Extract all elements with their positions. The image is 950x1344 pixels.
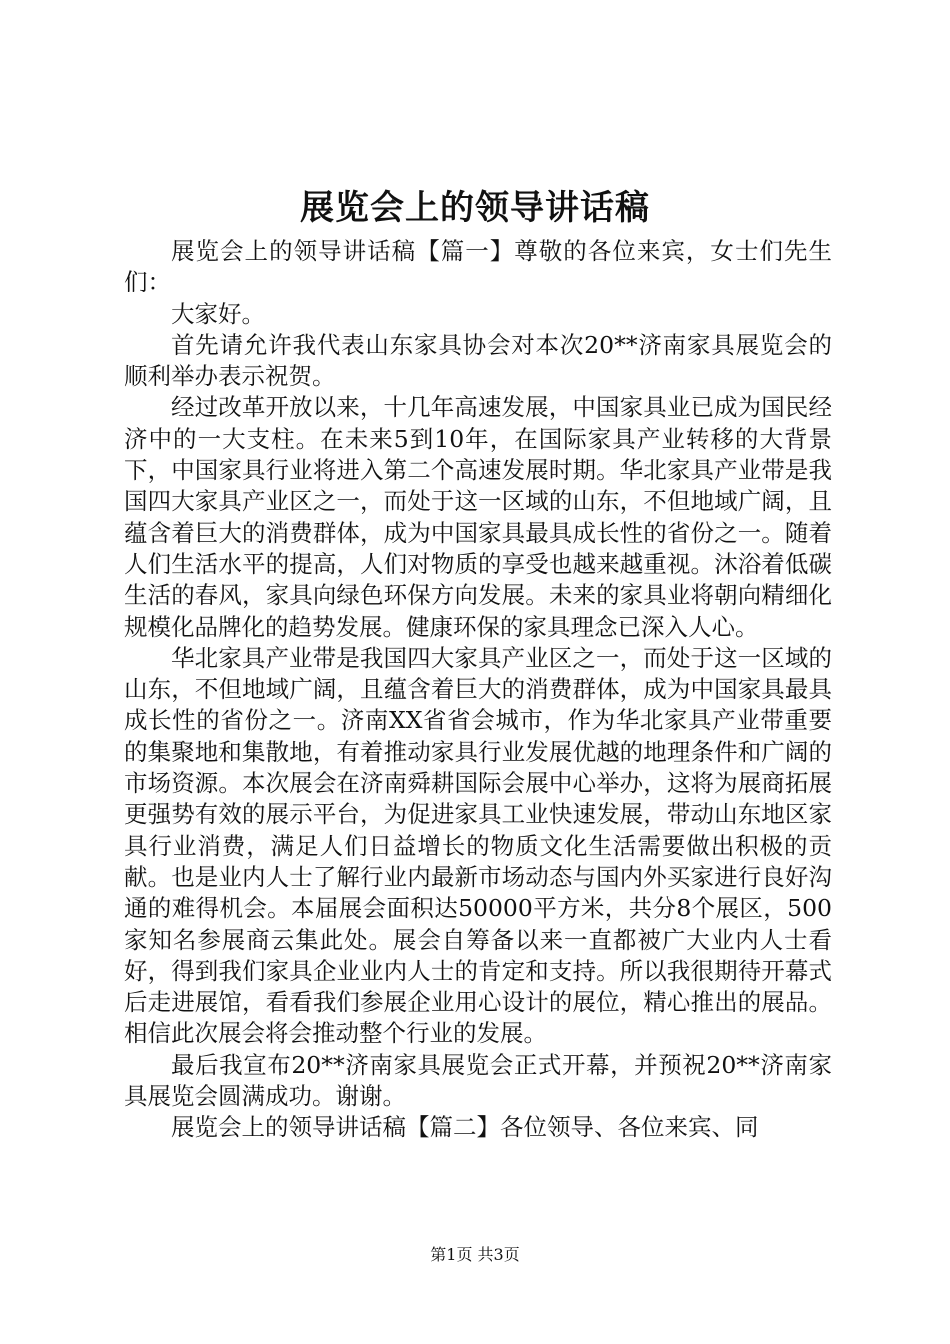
- paragraph: 展览会上的领导讲话稿【篇二】各位领导、各位来宾、同: [171, 1113, 759, 1142]
- document-body: [124, 236, 832, 1144]
- paragraph: 经过改革开放以来，十几年高速发展，中国家具业已成为国民经济中的一大支柱。在未来5到10年，在国际家具产业转移的大背景下，中国家具行业将进入第二个高速发展时期。华北家具产业带是我国四大家具产业区之一，而处于这一区域的山东，不但地域广阔，且蕴含着巨大的消费群体，成为中国家具最具成长性的省份之一。随着人们生活水平的提高，人们对物质的享受也越来越重视。沐浴着低碳生活的春风，家具向绿色环保方向发展。未来的家具业将朝向精细化规模化品牌化的趋势发展。健康环保的家具理念已深入人心。: [124, 393, 832, 641]
- paragraph: 大家好。: [171, 299, 265, 328]
- paragraph: 华北家具产业带是我国四大家具产业区之一，而处于这一区域的山东，不但地域广阔，且蕴含着巨大的消费群体，成为中国家具最具成长性的省份之一。济南XX省省会城市，作为华北家具产业带重要的集聚地和集散地，有着推动家具行业发展优越的地理条件和广阔的市场资源。本次展会在济南舜耕国际会展中心举办，这将为展商拓展更强势有效的展示平台，为促进家具工业快速发展，带动山东地区家具行业消费，满足人们日益增长的物质文化生活需要做出积极的贡献。也是业内人士了解行业内最新市场动态与国内外买家进行良好沟通的难得机会。本届展会面积达50000平方米，共分8个展区，500家知名参展商云集此处。展会自筹备以来一直都被广大业内人士看好，得到我们家具企业业内人士的肯定和支持。所以我很期待开幕式后走进展馆，看看我们参展企业用心设计的展位，精心推出的展品。相信此次展会将会推动整个行业的发展。: [124, 643, 832, 1048]
- paragraph: 首先请允许我代表山东家具协会对本次20**济南家具展览会的顺利举办表示祝贺。: [124, 330, 832, 391]
- paragraph: 展览会上的领导讲话稿【篇一】尊敬的各位来宾，女士们先生们：: [124, 237, 832, 297]
- page-footer: 第1页 共3页: [430, 1245, 520, 1264]
- document-title: 展览会上的领导讲话稿: [300, 188, 650, 228]
- paragraph: 最后我宣布20**济南家具展览会正式开幕，并预祝20**济南家具展览会圆满成功。谢谢。: [124, 1050, 832, 1111]
